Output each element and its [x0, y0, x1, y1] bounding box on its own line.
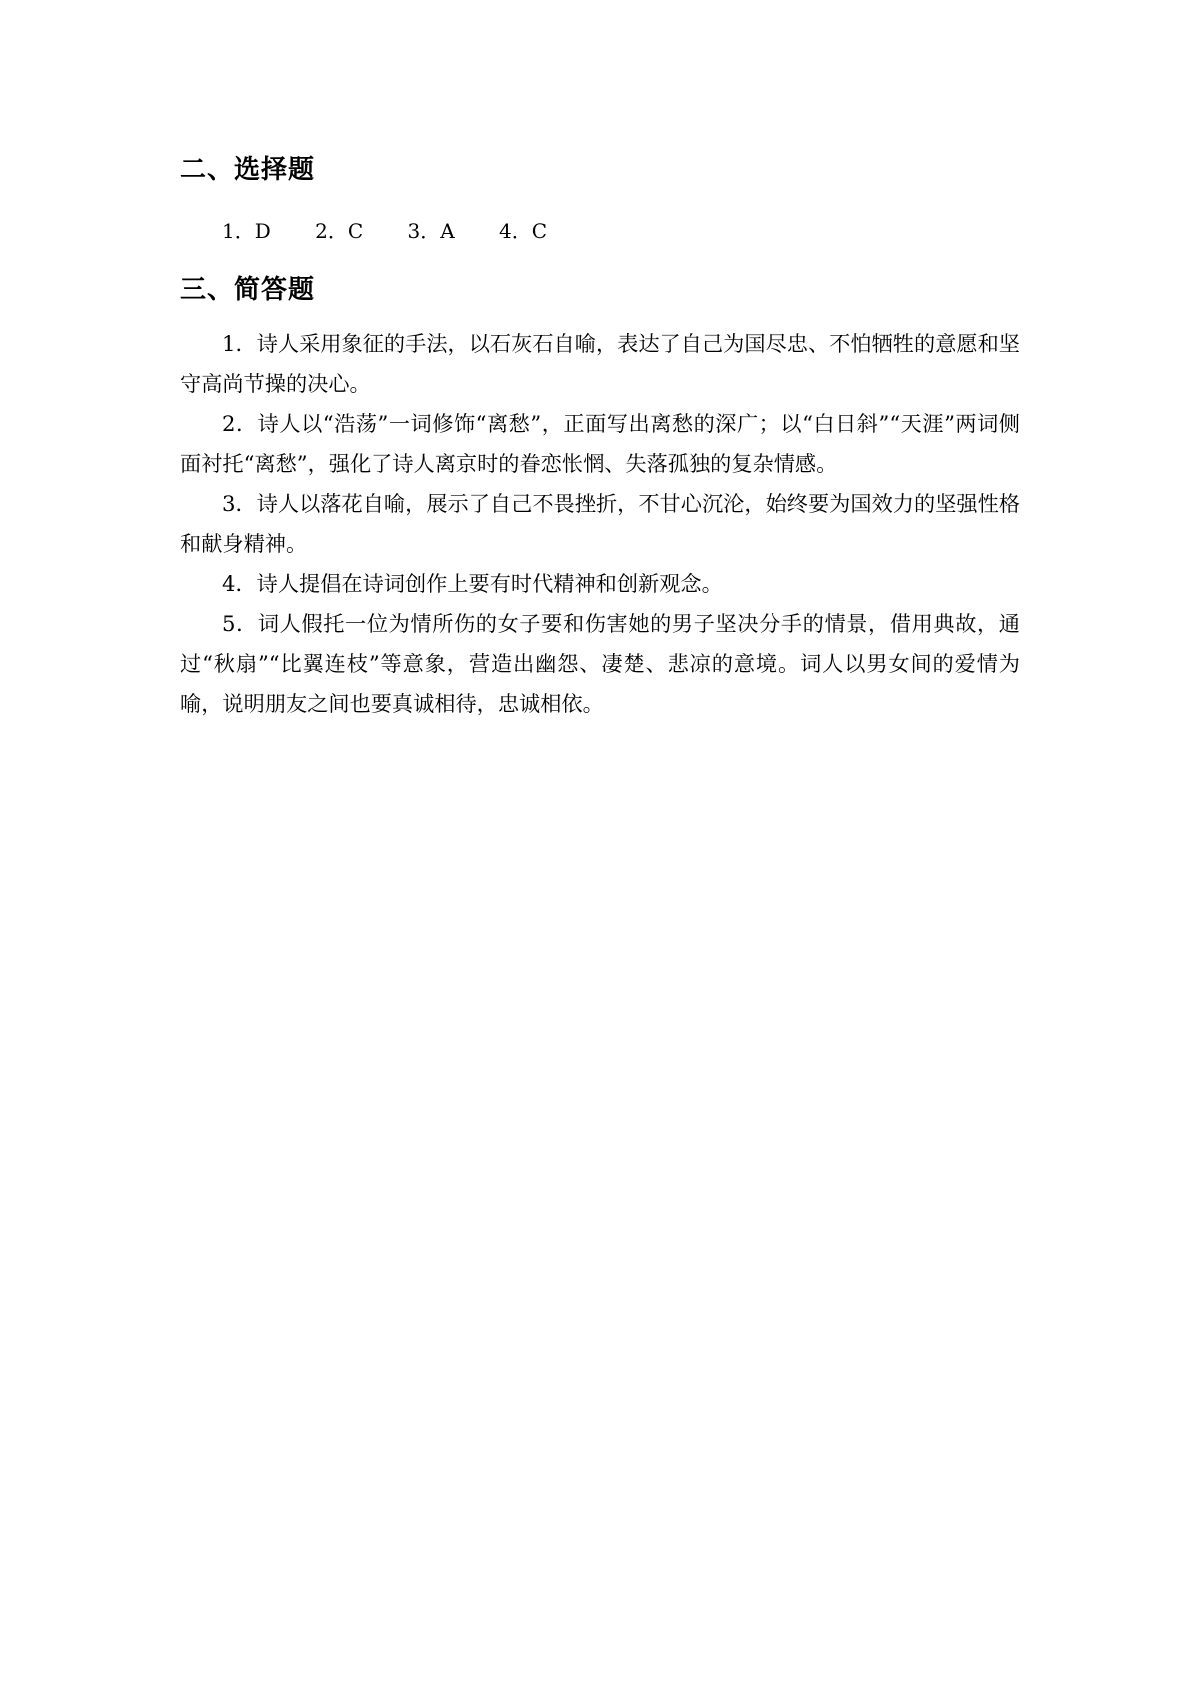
- short-answer-list: [180, 324, 1020, 724]
- section-heading-multiple-choice: 二、选择题: [180, 155, 316, 185]
- short-answer-item: 1．诗人采用象征的手法，以石灰石自喻，表达了自己为国尽忠、不怕牺牲的意愿和坚守高尚节操的决心。: [180, 331, 1020, 396]
- choice-answer: 4．C: [499, 219, 548, 243]
- section-heading-short-answer: 三、简答题: [180, 275, 316, 305]
- short-answer-item: 5．词人假托一位为情所伤的女子要和伤害她的男子坚决分手的情景，借用典故，通过“秋扇”“比翼连枝”等意象，营造出幽怨、凄楚、悲凉的意境。词人以男女间的爱情为喻，说明朋友之间也要真诚相待，忠诚相依。: [180, 611, 1020, 716]
- choice-answer: 2．C: [315, 219, 364, 243]
- choice-answer: 3．A: [407, 219, 455, 243]
- page-content: [180, 150, 1020, 724]
- short-answer-item: 3．诗人以落花自喻，展示了自己不畏挫折，不甘心沉沦，始终要为国效力的坚强性格和献身精神。: [180, 491, 1020, 556]
- short-answer-item: 4．诗人提倡在诗词创作上要有时代精神和创新观念。: [222, 571, 723, 596]
- multiple-choice-answers: [180, 216, 1020, 246]
- choice-answer: 1．D: [222, 219, 271, 243]
- short-answer-item: 2．诗人以“浩荡”一词修饰“离愁”，正面写出离愁的深广；以“白日斜”“天涯”两词侧面衬托“离愁”，强化了诗人离京时的眷恋怅惘、失落孤独的复杂情感。: [180, 411, 1020, 476]
